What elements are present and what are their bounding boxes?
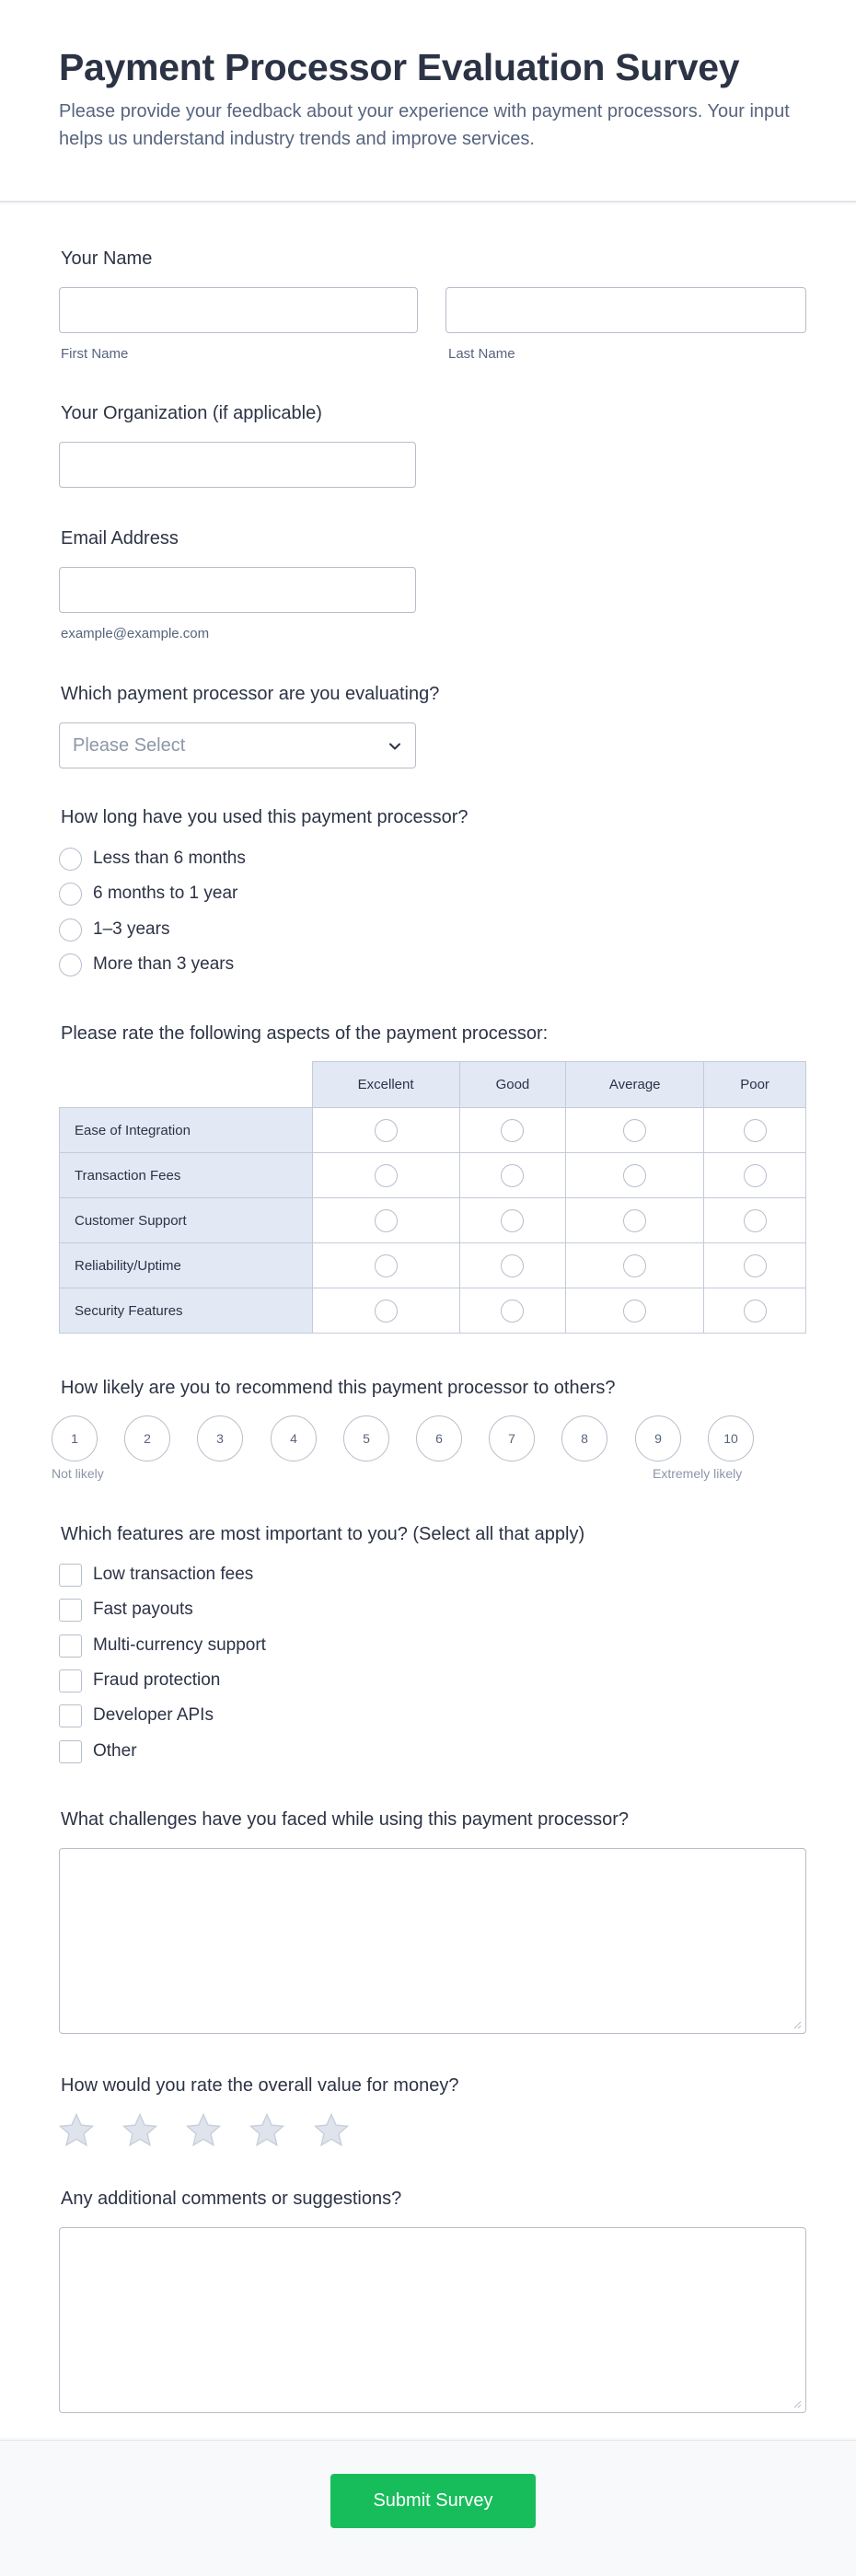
checkbox[interactable] [59, 1564, 82, 1587]
radio-button[interactable] [59, 883, 82, 906]
matrix-radio[interactable] [623, 1164, 646, 1187]
recommend-label: How likely are you to recommend this payment processor to others? [61, 1378, 616, 1398]
checkbox[interactable] [59, 1704, 82, 1727]
first-name-input[interactable] [59, 287, 418, 333]
duration-option-label: 6 months to 1 year [93, 884, 238, 903]
matrix-radio[interactable] [375, 1119, 398, 1142]
matrix-radio[interactable] [744, 1164, 767, 1187]
matrix-row-label: Reliability/Uptime [60, 1243, 313, 1288]
matrix-radio[interactable] [623, 1209, 646, 1232]
email-input[interactable] [59, 567, 416, 613]
scale-button[interactable]: 10 [708, 1415, 754, 1461]
rating-matrix [59, 1061, 806, 1334]
features-label: Which features are most important to you? (Select all that apply) [61, 1524, 585, 1544]
matrix-row-label: Security Features [60, 1288, 313, 1334]
form-header [0, 0, 856, 202]
processor-label: Which payment processor are you evaluating? [61, 684, 440, 704]
organization-input[interactable] [59, 442, 416, 488]
processor-select[interactable] [59, 722, 416, 768]
chevron-down-icon [386, 737, 404, 756]
duration-label: How long have you used this payment processor? [61, 807, 468, 827]
email-caption: example@example.com [61, 626, 210, 641]
matrix-row [60, 1243, 806, 1288]
scale-button[interactable]: 7 [489, 1415, 535, 1461]
scale-button[interactable]: 6 [416, 1415, 462, 1461]
challenges-label: What challenges have you faced while using this payment processor? [61, 1809, 630, 1830]
feature-option-label: Multi-currency support [93, 1635, 266, 1655]
scale-low-caption: Not likely [52, 1466, 104, 1481]
comments-label: Any additional comments or suggestions? [61, 2189, 402, 2209]
duration-option-label: Less than 6 months [93, 849, 246, 868]
checkbox[interactable] [59, 1599, 82, 1622]
organization-label: Your Organization (if applicable) [61, 403, 322, 423]
matrix-radio[interactable] [744, 1254, 767, 1277]
first-name-caption: First Name [61, 346, 129, 362]
comments-textarea[interactable] [59, 2227, 806, 2413]
matrix-column-header: Good [459, 1062, 566, 1108]
radio-button[interactable] [59, 848, 82, 871]
matrix-radio[interactable] [375, 1209, 398, 1232]
matrix-radio[interactable] [501, 1164, 524, 1187]
last-name-caption: Last Name [448, 346, 515, 362]
matrix-column-header: Poor [704, 1062, 806, 1108]
matrix-radio[interactable] [623, 1300, 646, 1323]
resize-grip-icon[interactable] [792, 2399, 802, 2409]
scale-button[interactable]: 3 [197, 1415, 243, 1461]
matrix-radio[interactable] [501, 1300, 524, 1323]
ratings-label: Please rate the following aspects of the payment processor: [61, 1023, 549, 1044]
feature-option-label: Developer APIs [93, 1705, 214, 1725]
processor-select-placeholder: Please Select [73, 735, 186, 756]
matrix-column-header: Average [566, 1062, 704, 1108]
name-label: Your Name [61, 248, 153, 269]
feature-option-label: Fast payouts [93, 1600, 193, 1619]
star-icon[interactable] [312, 2111, 351, 2150]
feature-option-label: Other [93, 1741, 137, 1761]
matrix-radio[interactable] [375, 1254, 398, 1277]
page-subtitle: Please provide your feedback about your experience with payment processors. Your input helps us understand industry trends and improve services. [59, 101, 790, 149]
matrix-row-label: Ease of Integration [60, 1108, 313, 1153]
matrix-radio[interactable] [375, 1300, 398, 1323]
matrix-radio[interactable] [501, 1119, 524, 1142]
scale-high-caption: Extremely likely [653, 1466, 743, 1481]
page-title: Payment Processor Evaluation Survey [59, 46, 740, 88]
feature-option-label: Fraud protection [93, 1670, 221, 1690]
scale-button[interactable]: 4 [271, 1415, 317, 1461]
scale-button[interactable]: 1 [52, 1415, 98, 1461]
matrix-row-label: Transaction Fees [60, 1153, 313, 1198]
matrix-row [60, 1153, 806, 1198]
radio-button[interactable] [59, 953, 82, 976]
matrix-row [60, 1108, 806, 1153]
matrix-radio[interactable] [501, 1209, 524, 1232]
star-icon[interactable] [121, 2111, 159, 2150]
matrix-column-header: Excellent [312, 1062, 459, 1108]
scale-button[interactable]: 8 [561, 1415, 607, 1461]
radio-button[interactable] [59, 918, 82, 941]
matrix-radio[interactable] [501, 1254, 524, 1277]
matrix-radio[interactable] [623, 1119, 646, 1142]
value-rating-label: How would you rate the overall value for money? [61, 2075, 459, 2096]
star-icon[interactable] [184, 2111, 223, 2150]
submit-button[interactable]: Submit Survey [330, 2474, 536, 2528]
challenges-textarea[interactable] [59, 1848, 806, 2034]
scale-button[interactable]: 5 [343, 1415, 389, 1461]
star-icon[interactable] [248, 2111, 286, 2150]
duration-option-label: 1–3 years [93, 919, 170, 939]
matrix-radio[interactable] [623, 1254, 646, 1277]
matrix-radio[interactable] [744, 1300, 767, 1323]
star-icon[interactable] [57, 2111, 96, 2150]
resize-grip-icon[interactable] [792, 2020, 802, 2029]
email-label: Email Address [61, 528, 179, 549]
checkbox[interactable] [59, 1669, 82, 1692]
matrix-row [60, 1198, 806, 1243]
checkbox[interactable] [59, 1635, 82, 1658]
last-name-input[interactable] [445, 287, 806, 333]
matrix-radio[interactable] [744, 1209, 767, 1232]
feature-option-label: Low transaction fees [93, 1565, 254, 1584]
scale-button[interactable]: 2 [124, 1415, 170, 1461]
matrix-row-label: Customer Support [60, 1198, 313, 1243]
checkbox[interactable] [59, 1740, 82, 1763]
matrix-row [60, 1288, 806, 1334]
matrix-radio[interactable] [744, 1119, 767, 1142]
matrix-radio[interactable] [375, 1164, 398, 1187]
scale-button[interactable]: 9 [635, 1415, 681, 1461]
duration-option-label: More than 3 years [93, 954, 235, 974]
matrix-corner [60, 1062, 313, 1108]
